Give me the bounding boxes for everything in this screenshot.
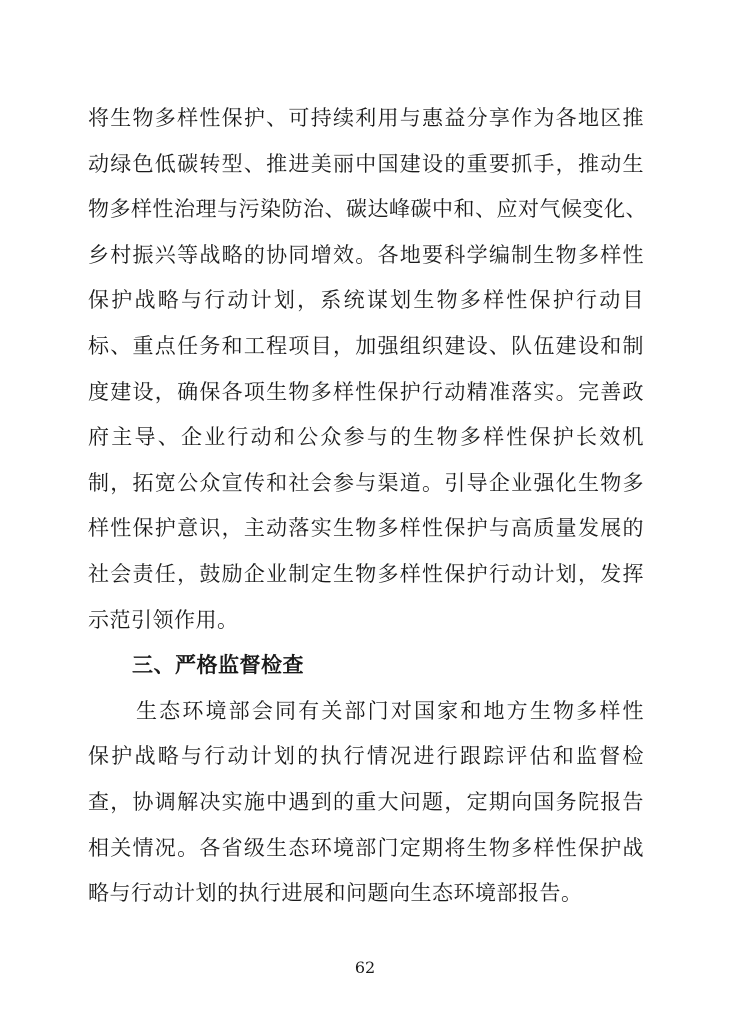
text-line: 保护战略与行动计划的执行情况进行跟踪评估和监督检 [88, 744, 644, 769]
text-line: 相关情况。各省级生态环境部门定期将生物多样性保护战 [88, 835, 644, 860]
text-line: 度建设，确保各项生物多样性保护行动精准落实。完善政 [88, 379, 644, 404]
text-line: 示范引领作用。 [88, 607, 239, 632]
text-line: 府主导、企业行动和公众参与的生物多样性保护长效机 [88, 425, 644, 450]
text-line: 社会责任，鼓励企业制定生物多样性保护行动计划，发挥 [88, 561, 644, 586]
text-line: 查，协调解决实施中遇到的重大问题，定期向国务院报告 [88, 789, 644, 814]
text-line: 标、重点任务和工程项目，加强组织建设、队伍建设和制 [88, 333, 644, 358]
paragraph-2 [88, 689, 644, 917]
text-line: 制，拓宽公众宣传和社会参与渠道。引导企业强化生物多 [88, 470, 644, 495]
text-line: 生态环境部会同有关部门对国家和地方生物多样性 [136, 698, 644, 723]
text-line: 物多样性治理与污染防治、碳达峰碳中和、应对气候变化、 [88, 197, 647, 222]
text-line: 样性保护意识，主动落实生物多样性保护与高质量发展的 [88, 516, 644, 541]
document-body [88, 96, 647, 917]
text-line: 保护战略与行动计划，系统谋划生物多样性保护行动目 [88, 288, 644, 313]
text-line: 略与行动计划的执行进展和问题向生态环境部报告。 [88, 881, 583, 906]
section-heading: 三、严格监督检查 [132, 653, 304, 678]
paragraph-1 [88, 96, 647, 643]
page-number: 62 [354, 958, 376, 977]
text-line: 乡村振兴等战略的协同增效。各地要科学编制生物多样性 [88, 242, 644, 267]
text-line: 将生物多样性保护、可持续利用与惠益分享作为各地区推 [88, 106, 644, 130]
text-line: 动绿色低碳转型、推进美丽中国建设的重要抓手，推动生 [88, 151, 644, 176]
